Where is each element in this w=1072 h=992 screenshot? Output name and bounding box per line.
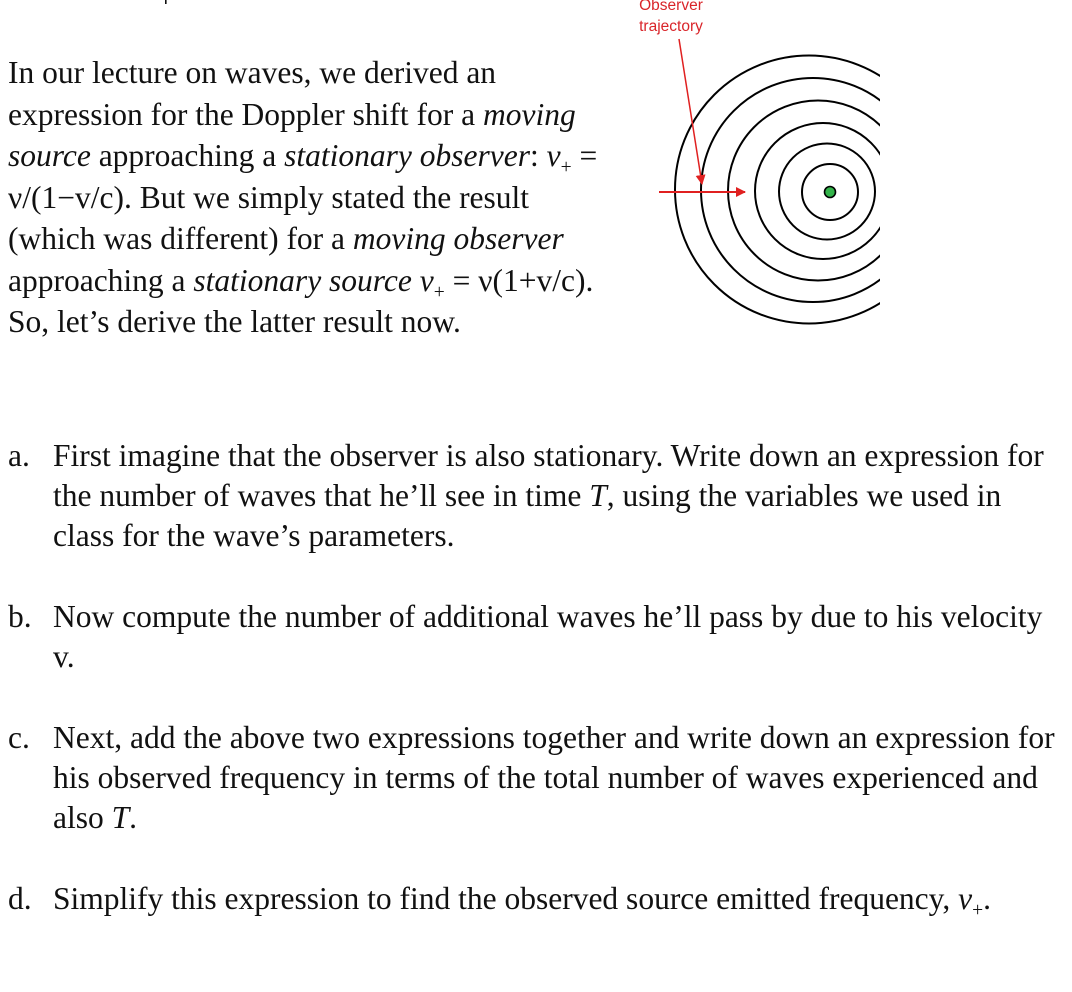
wavefront-rings bbox=[675, 56, 880, 324]
question-letter: b. bbox=[8, 599, 32, 634]
intro-text-2: approaching a bbox=[98, 138, 277, 173]
question-letter: a. bbox=[8, 438, 30, 473]
intro-text-6: So, let’s derive the latter result now. bbox=[8, 304, 461, 339]
question-a bbox=[8, 436, 1068, 556]
variable-T: T bbox=[111, 800, 130, 835]
question-text-part: . bbox=[129, 800, 138, 835]
variable-T: T bbox=[589, 478, 607, 513]
question-text-part: . bbox=[983, 881, 991, 916]
trajectory-label: trajectory bbox=[639, 18, 703, 35]
question-letter: d. bbox=[8, 881, 32, 916]
formula-rhs: = ν(1+v/c). bbox=[452, 262, 594, 298]
moving-source-term: moving source bbox=[8, 96, 576, 173]
intro-text-4: But we simply stated the result (which was different) for a bbox=[8, 179, 530, 256]
plus-subscript: + bbox=[560, 156, 572, 178]
question-text-part: Now compute the number of additional waves he’ll pass by due to his velocity v. bbox=[53, 599, 1043, 674]
formula-moving-observer bbox=[419, 262, 594, 303]
question-b bbox=[8, 597, 1068, 677]
intro-text-1: In our lecture on waves, we derived an expression for the Doppler shift for a bbox=[8, 55, 497, 132]
intro-colon: : bbox=[529, 138, 539, 173]
wavefront-figure bbox=[620, 0, 880, 380]
observer-label: Observer bbox=[639, 0, 703, 14]
question-letter: c. bbox=[8, 720, 30, 755]
wavefront-ring bbox=[675, 56, 880, 324]
moving-observer-term: moving observer bbox=[352, 221, 564, 256]
intro-paragraph bbox=[8, 52, 618, 343]
formula-rhs: = ν/(1−v/c). bbox=[8, 138, 598, 215]
source-dot bbox=[825, 187, 836, 198]
question-d bbox=[8, 879, 1068, 919]
stationary-source-term: stationary source bbox=[193, 262, 412, 298]
question-text-part: , using the variables we used in class for the wave’s parameters. bbox=[53, 478, 1002, 553]
plus-subscript: + bbox=[972, 899, 984, 921]
question-c bbox=[8, 718, 1068, 838]
plus-subscript: + bbox=[433, 281, 445, 303]
question-text-part: First imagine that the observer is also stationary. Write down an expression for the number of waves that he’ll see in time bbox=[53, 438, 1044, 513]
nu-symbol: ν bbox=[419, 262, 434, 298]
question-text bbox=[53, 879, 1068, 919]
question-text bbox=[53, 597, 1068, 677]
wavefront-diagram bbox=[620, 0, 880, 380]
question-text-part: Simplify this expression to find the observed source emitted frequency, bbox=[53, 881, 959, 916]
question-text-part: Next, add the above two expressions together and write down an expression for his observed frequency in terms of the total number of waves experienced and also bbox=[53, 720, 1055, 835]
stationary-observer-term: stationary observer bbox=[284, 138, 530, 173]
intro-text-5: approaching a bbox=[8, 262, 186, 298]
question-list bbox=[8, 436, 1068, 960]
question-text bbox=[53, 436, 1068, 556]
question-text bbox=[53, 718, 1068, 838]
clipped-glyph-mark bbox=[162, 0, 172, 4]
nu-symbol: ν bbox=[958, 881, 973, 916]
trajectory-pointer-arrow bbox=[679, 39, 702, 184]
nu-symbol: ν bbox=[546, 138, 561, 173]
